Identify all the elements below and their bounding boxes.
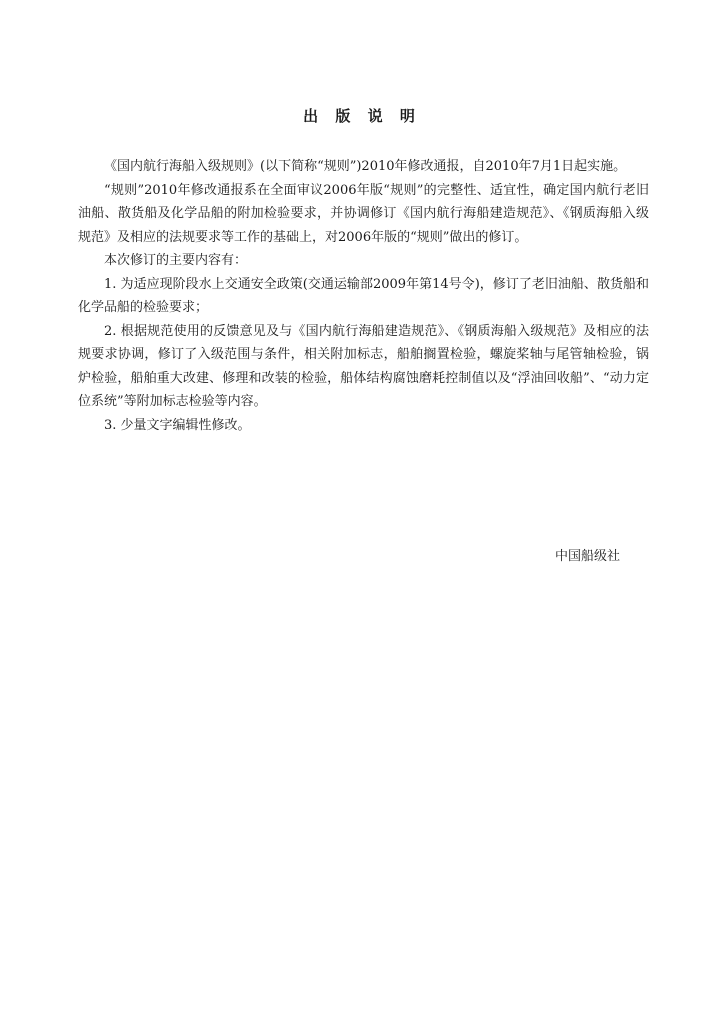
page-title: 出 版 说 明 bbox=[303, 107, 421, 125]
list-item: 1. 为适应现阶段水上交通安全政策(交通运输部2009年第14号令)，修订了老旧油船、散货船和化学品船的检验要求； bbox=[78, 276, 649, 315]
paragraph-background: “规则”2010年修改通报系在全面审议2006年版“规则”的完整性、适宜性，确定国内航行老旧油船、散货船及化学品船的附加检验要求，并协调修订《国内航行海船建造规范》、《钢质海船入级规范》及相应的法规要求等工作的基础上，对2006年版的“规则”做出的修订。 bbox=[78, 182, 649, 245]
paragraph-main-contents: 本次修订的主要内容有： bbox=[104, 253, 248, 268]
body-text bbox=[78, 155, 649, 437]
list-item: 3. 少量文字编辑性修改。 bbox=[104, 417, 251, 433]
signature: 中国船级社 bbox=[554, 549, 620, 564]
list-item: 2. 根据规范使用的反馈意见及与《国内航行海船建造规范》、《钢质海船入级规范》及相应的法规要求协调，修订了入级范围与条件，相关附加标志，船舶搁置检验，螺旋桨轴与尾管轴检验，锅炉检验，船舶重大改建、修理和改装的检验，船体结构腐蚀磨耗控制值以及“浮油回收船”、“动力定位系统”等附加标志检验等内容。 bbox=[78, 323, 649, 409]
paragraph-intro: 《国内航行海船入级规则》(以下简称“规则”)2010年修改通报，自2010年7月1日起实施。 bbox=[104, 159, 627, 174]
